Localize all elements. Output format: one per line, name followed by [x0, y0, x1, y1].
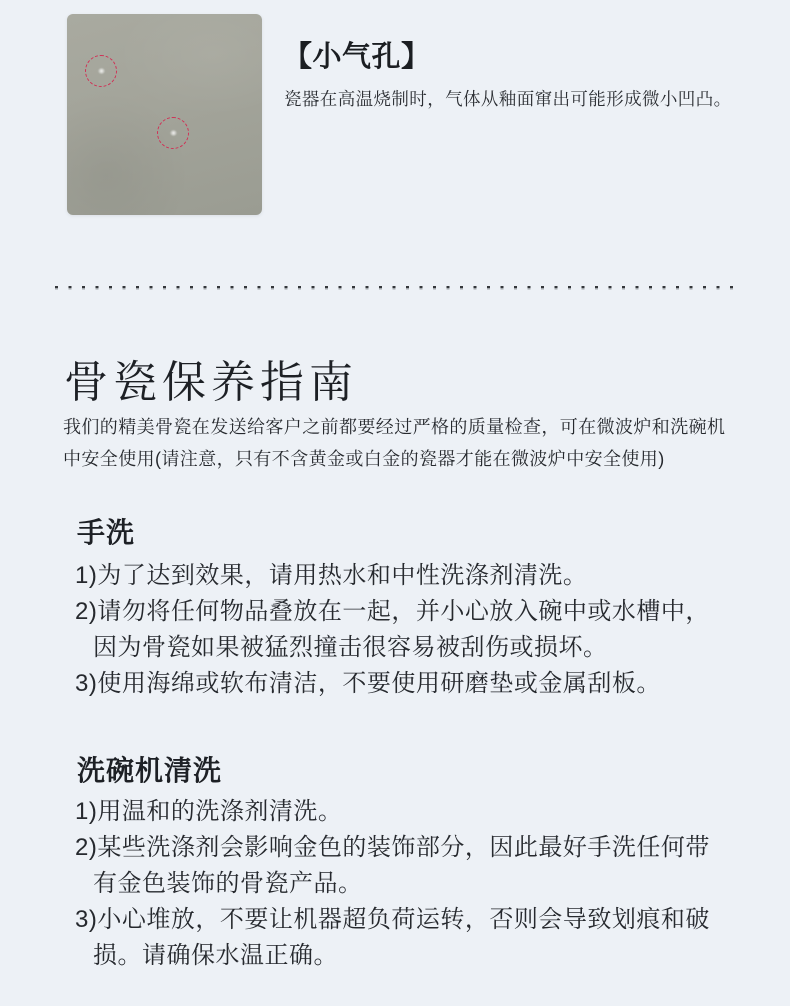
airhole-dot: [98, 68, 105, 74]
instruction-item: 3)使用海绵或软布清洁，不要使用研磨垫或金属刮板。: [75, 670, 661, 697]
dishwasher-instruction-list: [75, 794, 731, 974]
defect-section-description: 瓷器在高温烧制时，气体从釉面窜出可能形成微小凹凸。: [284, 89, 732, 109]
dashed-divider: [55, 286, 737, 290]
instruction-item: 2)某些洗涤剂会影响金色的装饰部分，因此最好手洗任何带有金色装饰的骨瓷产品。: [75, 834, 710, 897]
airhole-annotation-circle: [157, 117, 189, 149]
instruction-item: 3)小心堆放，不要让机器超负荷运转，否则会导致划痕和破损。请确保水温正确。: [75, 906, 710, 969]
glaze-surface-photo: [67, 14, 262, 215]
handwash-section-heading: 手洗: [77, 517, 136, 548]
dishwasher-section-heading: 洗碗机清洗: [77, 755, 223, 786]
instruction-item: 1)用温和的洗涤剂清洗。: [75, 798, 343, 825]
instruction-item: 1)为了达到效果，请用热水和中性洗涤剂清洗。: [75, 562, 588, 589]
care-guide-intro: 我们的精美骨瓷在发送给客户之前都要经过严格的质量检查，可在微波炉和洗碗机中安全使用(请注意，只有不含黄金或白金的瓷器才能在微波炉中安全使用): [63, 417, 726, 469]
handwash-instruction-list: [75, 558, 731, 702]
airhole-dot: [170, 130, 177, 136]
airhole-annotation-circle: [85, 55, 117, 87]
defect-section-title: 【小气孔】: [283, 41, 431, 73]
instruction-item: 2)请勿将任何物品叠放在一起，并小心放入碗中或水槽中，因为骨瓷如果被猛烈撞击很容易被刮伤或损坏。: [75, 598, 710, 661]
care-guide-title: 骨瓷保养指南: [64, 358, 358, 407]
